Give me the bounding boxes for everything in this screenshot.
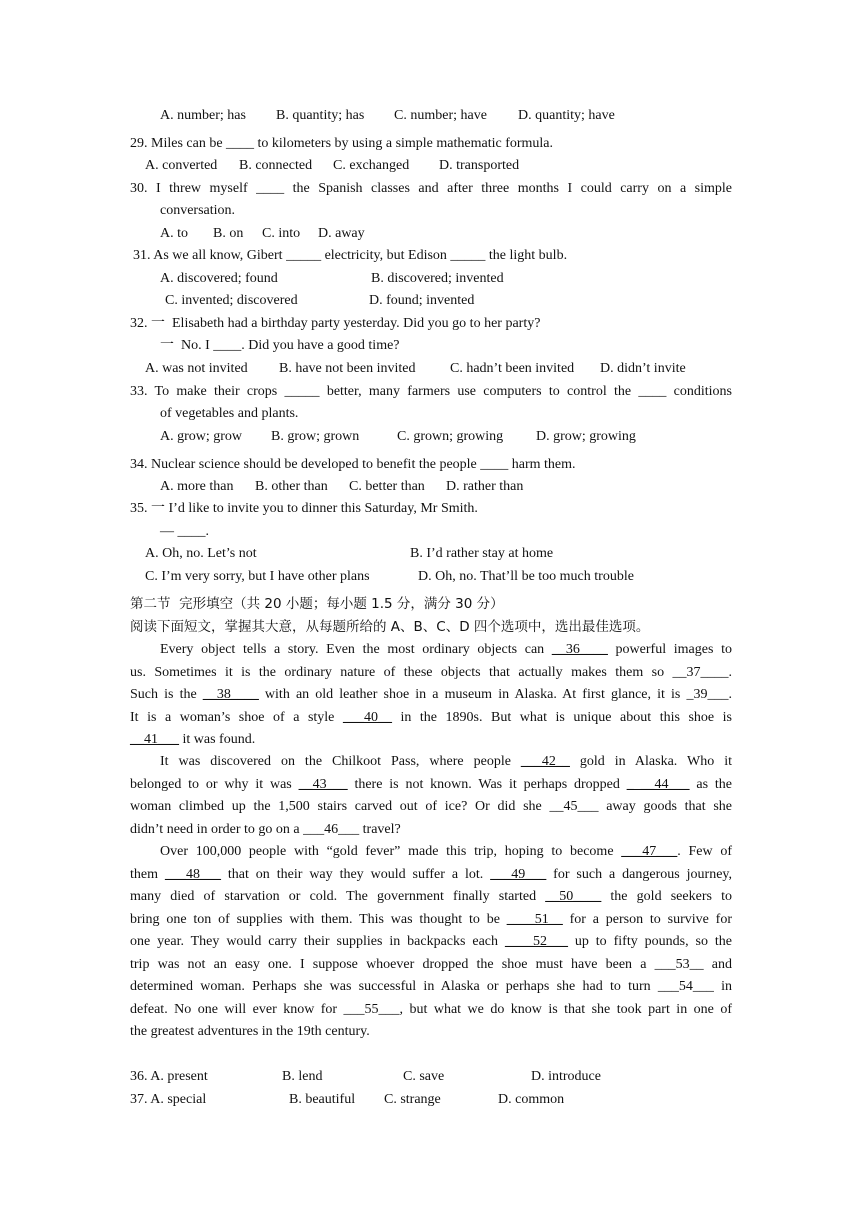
q30-option-b: B. on [213,226,244,241]
q37-option-b: B. beautiful [289,1092,356,1107]
q28-option-b: B. quantity; has [276,108,365,123]
q35-line1: 35. 一 I’d like to invite you to dinner this Saturday, Mr Smith. [130,501,478,516]
q36-option-a: 36. A. present [130,1069,208,1084]
blank-50: __50____ [545,889,602,904]
q32-option-d: D. didn’t invite [600,361,686,376]
q32-option-c: C. hadn’t been invited [450,361,575,376]
section-title: 第二节 完形填空（共 20 小题；每小题 1.5 分，满分 30 分） [130,596,504,612]
passage-p3-line3: many died of starvation or cold. The government finally started __50____ the gold seekers to [130,889,732,904]
passage-p3-line5: one year. They would carry their supplies in backpacks each ____52___ up to fifty pounds, so the [130,934,732,949]
blank-36: __36____ [551,642,608,657]
q33-option-d: D. grow; growing [536,429,636,444]
q30-option-c: C. into [262,226,301,241]
q35-line2: — ____. [160,524,209,539]
q32-option-a: A. was not invited [145,361,248,376]
blank-44: _ __44___ [626,777,690,792]
passage-p3-line4: bring one ton of supplies with them. This was thought to be ____51__ for a person to survive for [130,912,732,927]
q37-option-c: C. strange [384,1092,441,1107]
q35-option-b: B. I’d rather stay at home [410,546,554,561]
q31-option-c: C. invented; discovered [165,293,298,308]
passage-p1-line5: __41___ it was found. [130,732,256,747]
q28-option-d: D. quantity; have [518,108,615,123]
q34-stem: 34. Nuclear science should be developed to benefit the people ____ harm them. [130,457,576,472]
q34-option-c: C. better than [349,479,425,494]
blank-41: __41___ [130,732,179,747]
q35-option-d: D. Oh, no. That’ll be too much trouble [418,569,634,584]
passage-p2-line2: belonged to or why it was __43___ there is not known. Was it perhaps dropped _ __44___ as the [130,777,732,792]
q31-option-b: B. discovered; invented [371,271,504,286]
q32-line2: 一 No. I ____. Did you have a good time? [160,338,400,353]
passage-p1-line3: Such is the __38____ with an old leather shoe in a museum in Alaska. At first glance, it is _39___. [130,687,732,702]
q33-stem-line2: of vegetables and plants. [160,406,299,421]
passage-p3-line9: the greatest adventures in the 19th century. [130,1024,370,1039]
q33-option-b: B. grow; grown [271,429,360,444]
q31-stem: 31. As we all know, Gibert _____ electricity, but Edison _____ the light bulb. [133,248,568,263]
q31-option-d: D. found; invented [369,293,475,308]
blank-43: __43___ [298,777,348,792]
passage-p2-line1: It was discovered on the Chilkoot Pass, where people ___42__ gold in Alaska. Who it [160,754,733,769]
q29-stem: 29. Miles can be ____ to kilometers by using a simple mathematic formula. [130,136,554,151]
q35-option-a: A. Oh, no. Let’s not [145,546,257,561]
blank-40: ___40__ [342,710,392,725]
q30-option-a: A. to [160,226,188,241]
passage-p2-line3: woman climbed up the 1,500 stairs carved out of ice? Or did she __45___ away goods that she [130,799,732,814]
passage-p3-line6: trip was not an easy one. I suppose whoever dropped the shoe must have been a ___53__ and [130,957,732,972]
q32-option-b: B. have not been invited [279,361,416,376]
passage-p1-line2: us. Sometimes it is the ordinary nature of these objects that actually makes them so __37____. [130,665,732,680]
q33-stem-line1: 33. To make their crops _____ better, many farmers use computers to control the ____ conditions [130,384,732,399]
q36-option-d: D. introduce [531,1069,601,1084]
q28-option-a: A. number; has [160,108,246,123]
passage-p3-line1: Over 100,000 people with “gold fever” made this trip, hoping to become ___47___. Few of [160,844,732,859]
passage-p1-line1: Every object tells a story. Even the most ordinary objects can __36____ powerful images to [160,642,732,657]
q34-option-d: D. rather than [446,479,524,494]
q37-option-a: 37. A. special [130,1092,207,1107]
q33-option-a: A. grow; grow [160,429,243,444]
blank-49: ___49___ [490,867,547,882]
q32-line1: 32. 一 Elisabeth had a birthday party yesterday. Did you go to her party? [130,316,541,331]
q29-option-c: C. exchanged [333,158,410,173]
q37-option-d: D. common [498,1092,565,1107]
passage-p2-line4: didn’t need in order to go on a ___46___ travel? [130,822,401,837]
blank-51: ____51__ [506,912,563,927]
q31-option-a: A. discovered; found [160,271,278,286]
q28-option-c: C. number; have [394,108,487,123]
passage-p3-line2: them ___48___ that on their way they would suffer a lot. ___49___ for such a dangerous journey, [130,867,732,882]
blank-42: ___42__ [520,754,570,769]
q29-option-a: A. converted [145,158,218,173]
q34-option-a: A. more than [160,479,234,494]
blank-47: ___47___ [621,844,678,859]
q30-option-d: D. away [318,226,365,241]
q33-option-c: C. grown; growing [397,429,504,444]
blank-38: __38____ [202,687,259,702]
passage-p1-line4: It is a woman’s shoe of a style ___40__ in the 1890s. But what is unique about this shoe is [130,710,732,725]
q35-option-c: C. I’m very sorry, but I have other plans [145,569,370,584]
passage-p3-line8: defeat. No one will ever know for ___55___, but what we do know is that she took part in one of [130,1002,732,1017]
passage-p3-line7: determined woman. Perhaps she was successful in Alaska or perhaps she had to turn ___54___ in [130,979,732,994]
q29-option-d: D. transported [439,158,520,173]
blank-52: ____52___ [504,934,568,949]
q29-option-b: B. connected [239,158,313,173]
q30-stem-line1: 30. I threw myself ____ the Spanish classes and after three months I could carry on a simple [130,181,732,196]
q36-option-b: B. lend [282,1069,323,1084]
q36-option-c: C. save [403,1069,445,1084]
blank-48: ___48___ [164,867,221,882]
q34-option-b: B. other than [255,479,328,494]
section-instruction: 阅读下面短文，掌握其大意，从每题所给的 A、B、C、D 四个选项中，选出最佳选项。 [130,619,650,635]
q30-stem-line2: conversation. [160,203,236,218]
